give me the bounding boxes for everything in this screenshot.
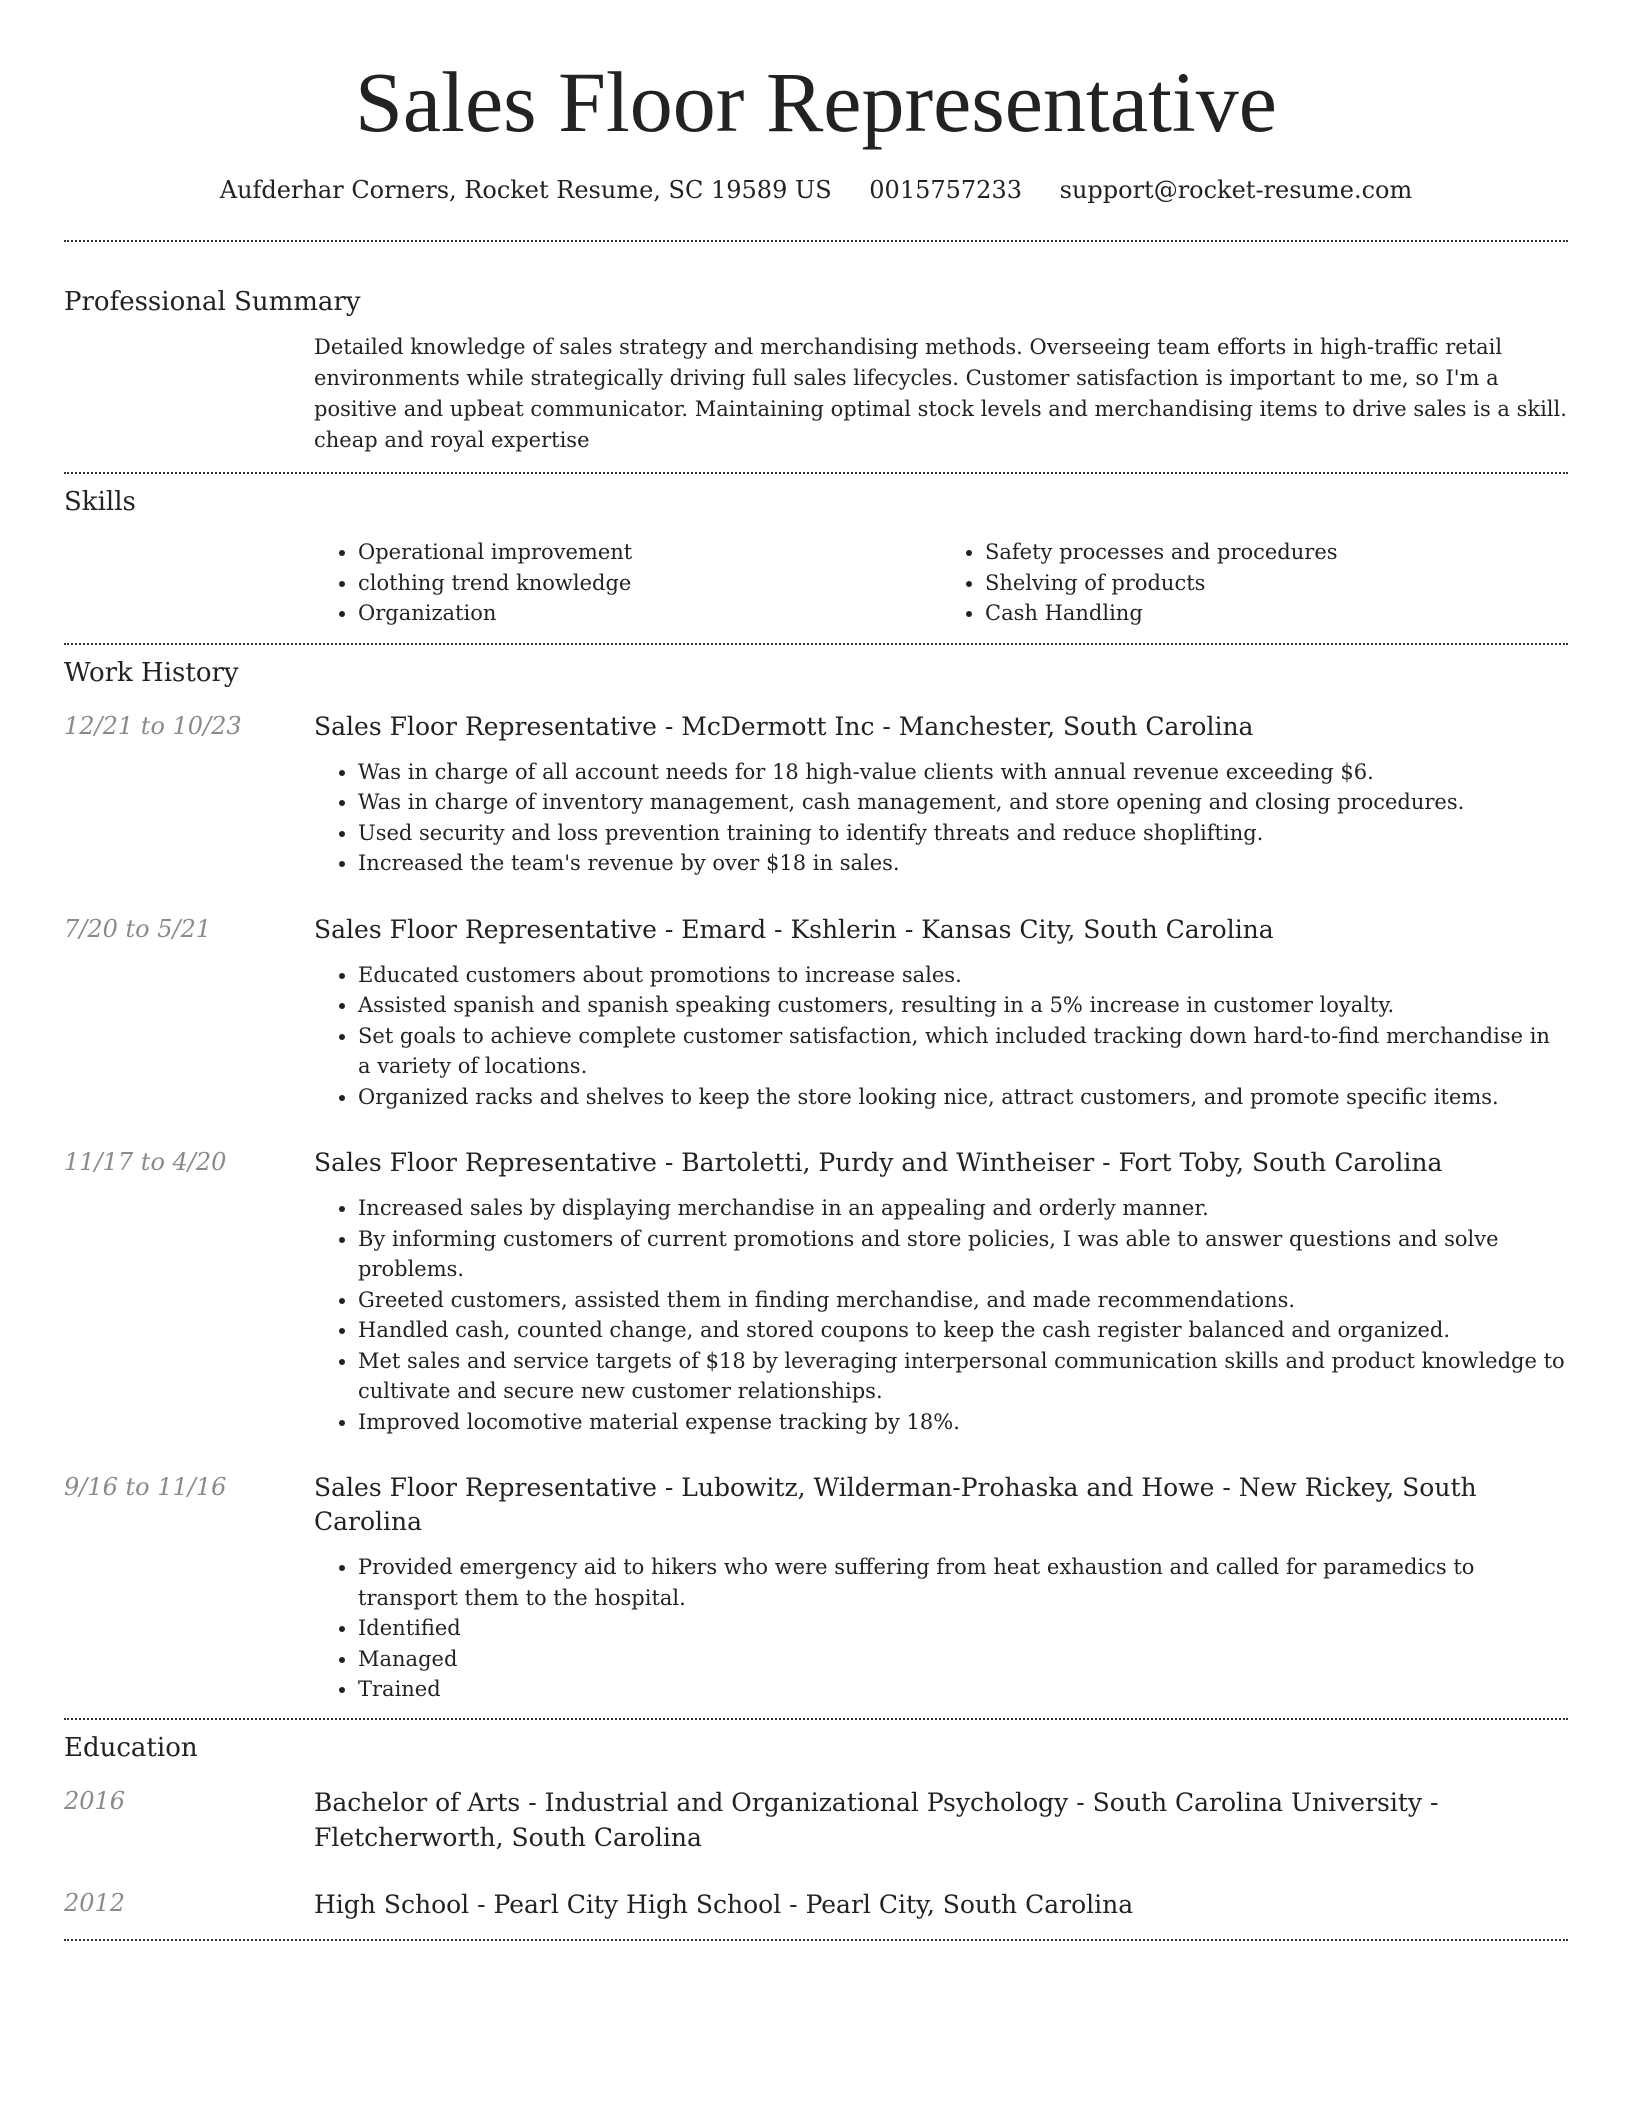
job-bullet: • Handled cash, counted change, and stored coupons to keep the cash register balanced and organized. (358, 1315, 1568, 1346)
skill-item: • Shelving of products (985, 568, 1568, 599)
contact-email[interactable]: support@rocket-resume.com (1059, 176, 1413, 204)
job-dates: 9/16 to 11/16 (64, 1473, 227, 1501)
job-bullet: • Identified (358, 1613, 1568, 1644)
job-entry (64, 1146, 1568, 1437)
divider (64, 643, 1568, 645)
job-bullet: • Increased the team's revenue by over $18 in sales. (358, 848, 1568, 879)
job-bullet: • Greeted customers, assisted them in finding merchandise, and made recommendations. (358, 1285, 1568, 1316)
divider (64, 1718, 1568, 1720)
job-title: Sales Floor Representative - Emard - Kshlerin - Kansas City, South Carolina (314, 914, 1274, 944)
job-bullet: • Was in charge of inventory management, cash management, and store opening and closing procedures. (358, 787, 1568, 818)
job-entry (64, 913, 1568, 1113)
contact-line (64, 174, 1568, 206)
skill-item: • Organization (358, 598, 941, 629)
job-dates: 11/17 to 4/20 (64, 1148, 227, 1176)
job-dates: 12/21 to 10/23 (64, 711, 242, 740)
job-bullet: • Improved locomotive material expense tracking by 18%. (358, 1407, 1568, 1438)
education-year: 2016 (64, 1786, 126, 1815)
contact-phone: 0015757233 (869, 176, 1022, 204)
job-entry (64, 710, 1568, 879)
skill-item: • Safety processes and procedures (985, 537, 1568, 568)
job-bullet: • Increased sales by displaying merchandise in an appealing and orderly manner. (358, 1193, 1568, 1224)
summary-text: Detailed knowledge of sales strategy and merchandising methods. Overseeing team efforts in high-traffic retail environments while strategically driving full sales lifecycles. Customer satisfaction is important to me, so I'm a positive and upbeat communicator. Maintaining optimal stock levels and merchandising items to drive sales is a skill. cheap and royal expertise (314, 335, 1567, 452)
job-dates: 7/20 to 5/21 (64, 914, 212, 943)
divider (64, 472, 1568, 474)
job-bullet: • Provided emergency aid to hikers who were suffering from heat exhaustion and called for paramedics to transport them to the hospital. (358, 1552, 1568, 1613)
education-entry (64, 1785, 1568, 1855)
job-bullets (314, 757, 1568, 879)
work-heading: Work History (64, 657, 239, 688)
contact-address: Aufderhar Corners, Rocket Resume, SC 19589 US (219, 176, 832, 204)
skill-item: • Cash Handling (985, 598, 1568, 629)
job-title: Sales Floor Representative - Bartoletti, Purdy and Wintheiser - Fort Toby, South Carolina (314, 1148, 1443, 1177)
education-text: Bachelor of Arts - Industrial and Organizational Psychology - South Carolina University - Fletcherworth, South Carolina (314, 1787, 1439, 1852)
education-year: 2012 (64, 1888, 126, 1917)
summary-heading: Professional Summary (64, 287, 361, 317)
resume-page (64, 0, 1568, 1941)
job-title: Sales Floor Representative - McDermott Inc - Manchester, South Carolina (314, 711, 1254, 741)
job-bullet: • Met sales and service targets of $18 by leveraging interpersonal communication skills and product knowledge to cultivate and secure new customer relationships. (358, 1346, 1568, 1407)
job-bullet: • Used security and loss prevention training to identify threats and reduce shoplifting. (358, 818, 1568, 849)
job-bullet: • Organized racks and shelves to keep the store looking nice, attract customers, and promote specific items. (358, 1082, 1568, 1113)
skill-item: • clothing trend knowledge (358, 568, 941, 599)
job-bullets (314, 960, 1568, 1113)
job-bullet: • Assisted spanish and spanish speaking customers, resulting in a 5% increase in customer loyalty. (358, 990, 1568, 1021)
skills-row (64, 537, 1568, 629)
summary-row (64, 332, 1568, 456)
divider (64, 1939, 1568, 1941)
job-bullet: • Set goals to achieve complete customer satisfaction, which included tracking down hard-to-find merchandise in a variety of locations. (358, 1021, 1568, 1082)
skills-heading: Skills (64, 487, 136, 517)
job-bullet: • By informing customers of current promotions and store policies, I was able to answer questions and solve problems. (358, 1224, 1568, 1285)
job-entry (64, 1471, 1568, 1705)
skills-list-left (314, 537, 941, 629)
education-heading: Education (64, 1732, 198, 1763)
job-bullet: • Managed (358, 1644, 1568, 1675)
job-bullets (314, 1552, 1568, 1705)
education-text: High School - Pearl City High School - Pearl City, South Carolina (314, 1889, 1134, 1919)
job-title: Sales Floor Representative - Lubowitz, Wilderman-Prohaska and Howe - New Rickey, South Carolina (314, 1473, 1477, 1536)
job-bullet: • Was in charge of all account needs for 18 high-value clients with annual revenue exceeding $6. (358, 757, 1568, 788)
job-bullet: • Trained (358, 1674, 1568, 1705)
job-bullets (314, 1193, 1568, 1437)
divider (64, 240, 1568, 242)
education-entry (64, 1887, 1568, 1922)
resume-name: Sales Floor Representative (355, 54, 1277, 150)
skill-item: • Operational improvement (358, 537, 941, 568)
job-bullet: • Educated customers about promotions to increase sales. (358, 960, 1568, 991)
skills-list-right (941, 537, 1568, 629)
